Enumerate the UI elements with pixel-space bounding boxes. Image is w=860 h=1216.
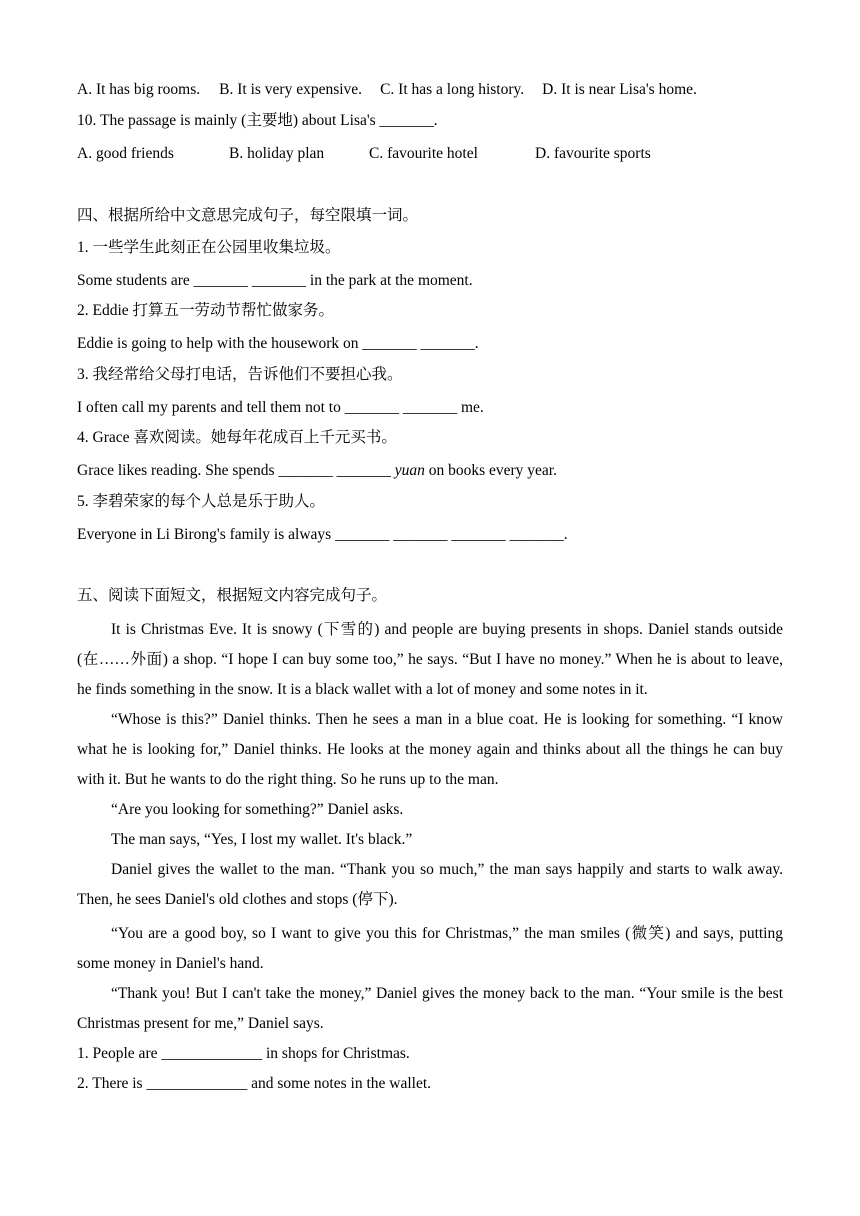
q9-options [77,80,697,100]
question-1: 1. People are _____________ in shops for Christmas. [77,1045,410,1062]
passage-paragraph: The man says, “Yes, I lost my wallet. It's black.” [111,831,413,848]
passage-paragraph: “Are you looking for something?” Daniel asks. [111,801,404,818]
item1-chinese: 1. 一些学生此刻正在公园里收集垃圾。 [77,239,341,256]
q10-option-d: D. favourite sports [535,145,651,162]
q9-option-b: B. It is very expensive. [219,81,363,98]
item3-chinese: 3. 我经常给父母打电话，告诉他们不要担心我。 [77,366,403,383]
q10-stem: 10. The passage is mainly (主要地) about Lisa's _______. [77,112,438,129]
section4-heading: 四、根据所给中文意思完成句子，每空限填一词。 [77,207,419,224]
item1-english: Some students are _______ _______ in the park at the moment. [77,272,473,289]
q10-option-a: A. good friends [77,145,174,162]
item2-english: Eddie is going to help with the housework on _______ _______. [77,335,479,352]
item4-english [77,461,557,481]
passage-paragraph: “You are a good boy, so I want to give you this for Christmas,” the man smiles (微笑) and says, putting some money in Daniel's hand. [77,925,783,972]
section4-item [77,428,557,481]
section4-item [77,492,568,545]
section4-item [77,301,479,354]
q10-option-c: C. favourite hotel [369,145,478,162]
item4-chinese: 4. Grace 喜欢阅读。她每年花成百上千元买书。 [77,429,397,446]
passage-paragraph: It is Christmas Eve. It is snowy (下雪的) and people are buying presents in shops. Daniel stands outside (在……外面) a shop. “I hope I can buy some too,” he says. “But I have no money.” When he is about to leave, he finds something in the snow. It is a black wallet with a lot of money and some notes in it. [77,621,783,698]
section4-item [77,238,473,291]
passage-paragraph: “Thank you! But I can't take the money,” Daniel gives the money back to the man. “Your smile is the best Christmas present for me,” Daniel says. [77,985,783,1032]
q9-option-c: C. It has a long history. [380,81,525,98]
item5-chinese: 5. 李碧荣家的每个人总是乐于助人。 [77,493,326,510]
q9-option-a: A. It has big rooms. [77,81,201,98]
item4-english-yuan: yuan [394,462,425,479]
item4-english-before: Grace likes reading. She spends _______ _______ [77,462,395,479]
item2-chinese: 2. Eddie 打算五一劳动节帮忙做家务。 [77,302,335,319]
section5-heading: 五、阅读下面短文，根据短文内容完成句子。 [77,587,388,604]
question-2: 2. There is _____________ and some notes in the wallet. [77,1075,432,1092]
q10-option-b: B. holiday plan [229,145,325,162]
q9-option-d: D. It is near Lisa's home. [542,81,697,98]
item5-english: Everyone in Li Birong's family is always _______ _______ _______ _______. [77,526,568,543]
item4-english-after: on books every year. [424,462,557,479]
passage-paragraph: “Whose is this?” Daniel thinks. Then he sees a man in a blue coat. He is looking for something. “I know what he is looking for,” Daniel thinks. He looks at the money again and thinks about all the things he can buy with it. But he wants to do the right thing. So he runs up to the man. [77,711,783,788]
passage-paragraph: Daniel gives the wallet to the man. “Thank you so much,” the man says happily and starts to walk away. Then, he sees Daniel's old clothes and stops (停下). [77,861,783,908]
item3-english: I often call my parents and tell them not to _______ _______ me. [77,399,484,416]
section4-item [77,365,484,418]
passage [77,615,783,1099]
